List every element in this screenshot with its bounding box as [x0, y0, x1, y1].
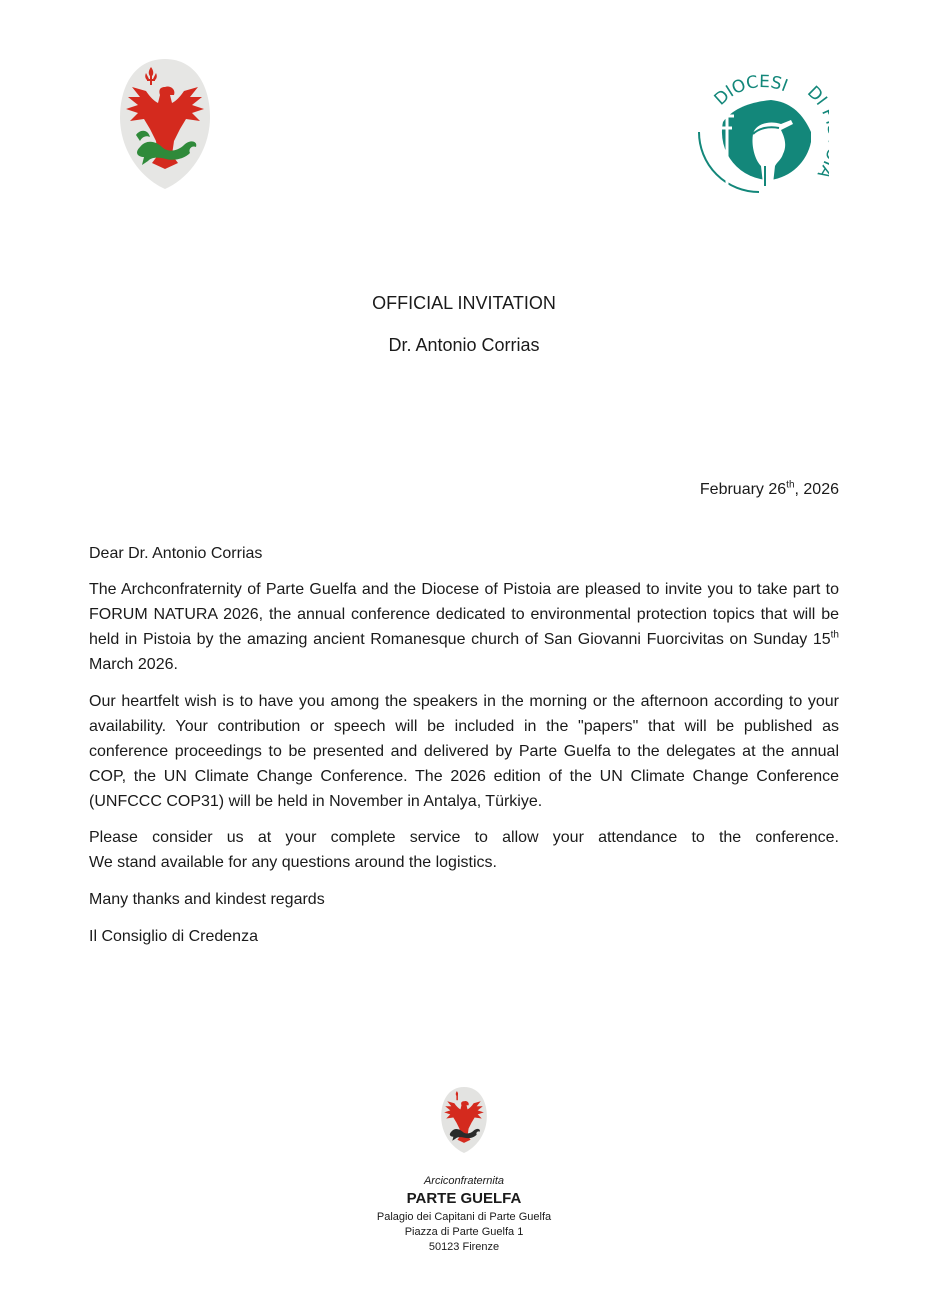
signature: Il Consiglio di Credenza: [89, 928, 258, 945]
footer-parte-guelfa-logo: [440, 1086, 488, 1154]
ordinal-suffix: th: [830, 629, 839, 641]
paragraph-logistics: [89, 825, 839, 875]
diocesi-di-pistoia-logo: [693, 62, 829, 194]
date-year: , 2026: [794, 481, 839, 498]
diocese-logo-text: DIOCESI: [710, 71, 791, 110]
footer-address-line: Palagio dei Capitani di Parte Guelfa: [376, 1211, 552, 1223]
footer-address-line: 50123 Firenze: [428, 1241, 500, 1253]
document-title: OFFICIAL INVITATION: [372, 293, 556, 313]
paragraph-invitation-text: The Archconfraternity of Parte Guelfa and the Diocese of Pistoia are pleased to invite you to take part to FORUM NATURA 2026, the annual conference dedicated to environmental protection topics that will be held in Pistoia by the amazing ancient Romanesque church of San Giovanni Fuorcivitas on Sunday 15: [89, 581, 839, 648]
recipient-name: Dr. Antonio Corrias: [388, 335, 540, 355]
paragraph-logistics-line2: We stand available for any questions around the logistics.: [89, 854, 497, 871]
date-ordinal-suffix: th: [786, 479, 795, 491]
footer-org-prefix: Arciconfraternita: [423, 1175, 505, 1187]
coat-of-arms-icon: [118, 57, 212, 191]
footer-org-name: PARTE GUELFA: [406, 1190, 522, 1207]
salutation: Dear Dr. Antonio Corrias: [89, 545, 263, 562]
paragraph-speakers-text: Our heartfelt wish is to have you among the speakers in the morning or the afternoon according to your availability. Your contribution or speech will be included in the "papers" that will be published as conference proceedings to be presented and delivered by Parte Guelfa to the delegates at the annual COP, the UN Climate Change Conference. The 2026 edition of the UN Climate Change Conference (UNFCCC COP31) will be held in November in Antalya, Türkiye.: [89, 693, 839, 810]
footer-address-line: Piazza di Parte Guelfa 1: [404, 1226, 524, 1238]
coat-of-arms-icon: [440, 1086, 488, 1154]
paragraph-logistics-line1: Please consider us at your complete service to allow your attendance to the conference.: [89, 829, 839, 846]
paragraph-speakers: [89, 689, 839, 814]
letter-date: [700, 481, 839, 499]
closing: Many thanks and kindest regards: [89, 891, 325, 908]
date-month-day: February 26: [699, 481, 787, 498]
parte-guelfa-logo: [118, 57, 212, 191]
diocese-emblem-icon: [693, 62, 829, 194]
paragraph-invitation-end: March 2026.: [89, 656, 178, 673]
paragraph-invitation: [89, 577, 839, 677]
diocese-logo-text-2: DI: [803, 82, 829, 110]
